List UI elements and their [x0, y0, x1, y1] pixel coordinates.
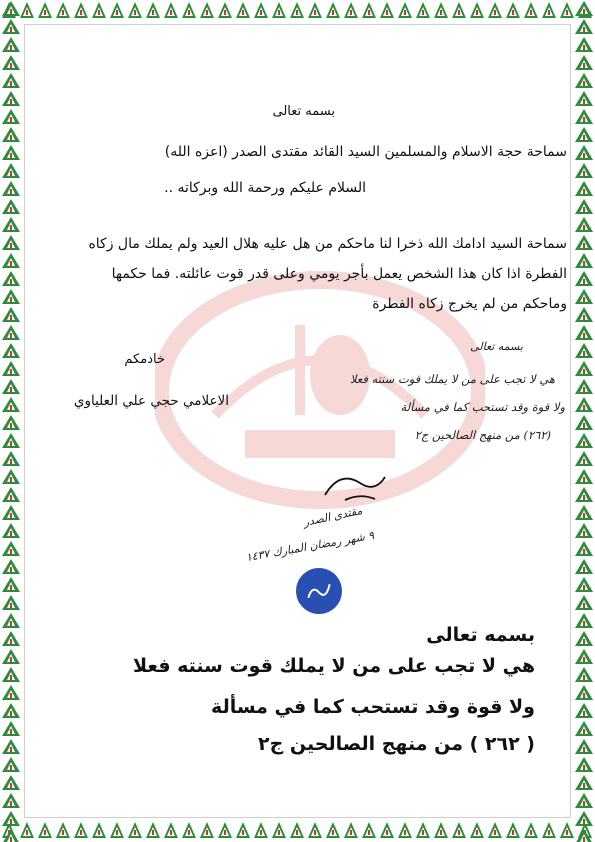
- letter-heading: بسمه تعالى: [272, 104, 335, 119]
- letter-closing: خادمكم: [124, 352, 165, 367]
- handwritten-answer-line-2: ولا قوة وقد تستحب كما في مسألة: [400, 400, 565, 414]
- decorative-border-left: [0, 0, 22, 842]
- letter-sender: الاعلامي حجي علي العلياوي: [73, 393, 229, 409]
- handwritten-answer-line-1: هي لا تجب على من لا يملك قوت سنته فعلا: [349, 372, 555, 386]
- typed-answer-line-3: ( ٢٦٢ ) من منهج الصالحين ج٢: [258, 733, 535, 755]
- typed-answer-line-1: هي لا تجب على من لا يملك قوت سنته فعلا: [132, 655, 535, 677]
- question-line-3: وماحكم من لم يخرج زكاه الفطرة: [372, 296, 567, 312]
- handwritten-answer-line-3: (٢٦٢) من منهج الصالحين ج٢: [414, 428, 551, 442]
- decorative-border-bottom: [0, 820, 595, 842]
- decorative-border-top: [0, 0, 595, 22]
- typed-answer-line-2: ولا قوة وقد تستحب كما في مسألة: [211, 696, 535, 718]
- signature-date: ٩ شهر رمضان المبارك ١٤٣٧: [244, 528, 376, 565]
- seal-calligraphy-icon: [302, 578, 336, 605]
- letter-addressee: سماحة حجة الاسلام والمسلمين السيد القائد مقتدى الصدر (اعزه الله): [164, 144, 567, 160]
- signature-scrawl: [320, 465, 390, 505]
- question-line-1: سماحة السيد ادامك الله ذخرا لنا ماحكم من هل عليه هلال العيد ولم يملك مال زكاه: [88, 236, 567, 252]
- letter-greeting: السلام عليكم ورحمة الله وبركاته ..: [164, 180, 366, 196]
- handwritten-heading: بسمه تعالى: [470, 340, 523, 353]
- signature-name: مقتدى الصدر: [302, 503, 364, 530]
- question-line-2: الفطرة اذا كان هذا الشخص يعمل بأجر يومي وعلى قدر قوت عائلته. فما حكمها: [111, 266, 567, 282]
- decorative-border-right: [573, 0, 595, 842]
- typed-answer-heading: بسمه تعالى: [426, 624, 535, 646]
